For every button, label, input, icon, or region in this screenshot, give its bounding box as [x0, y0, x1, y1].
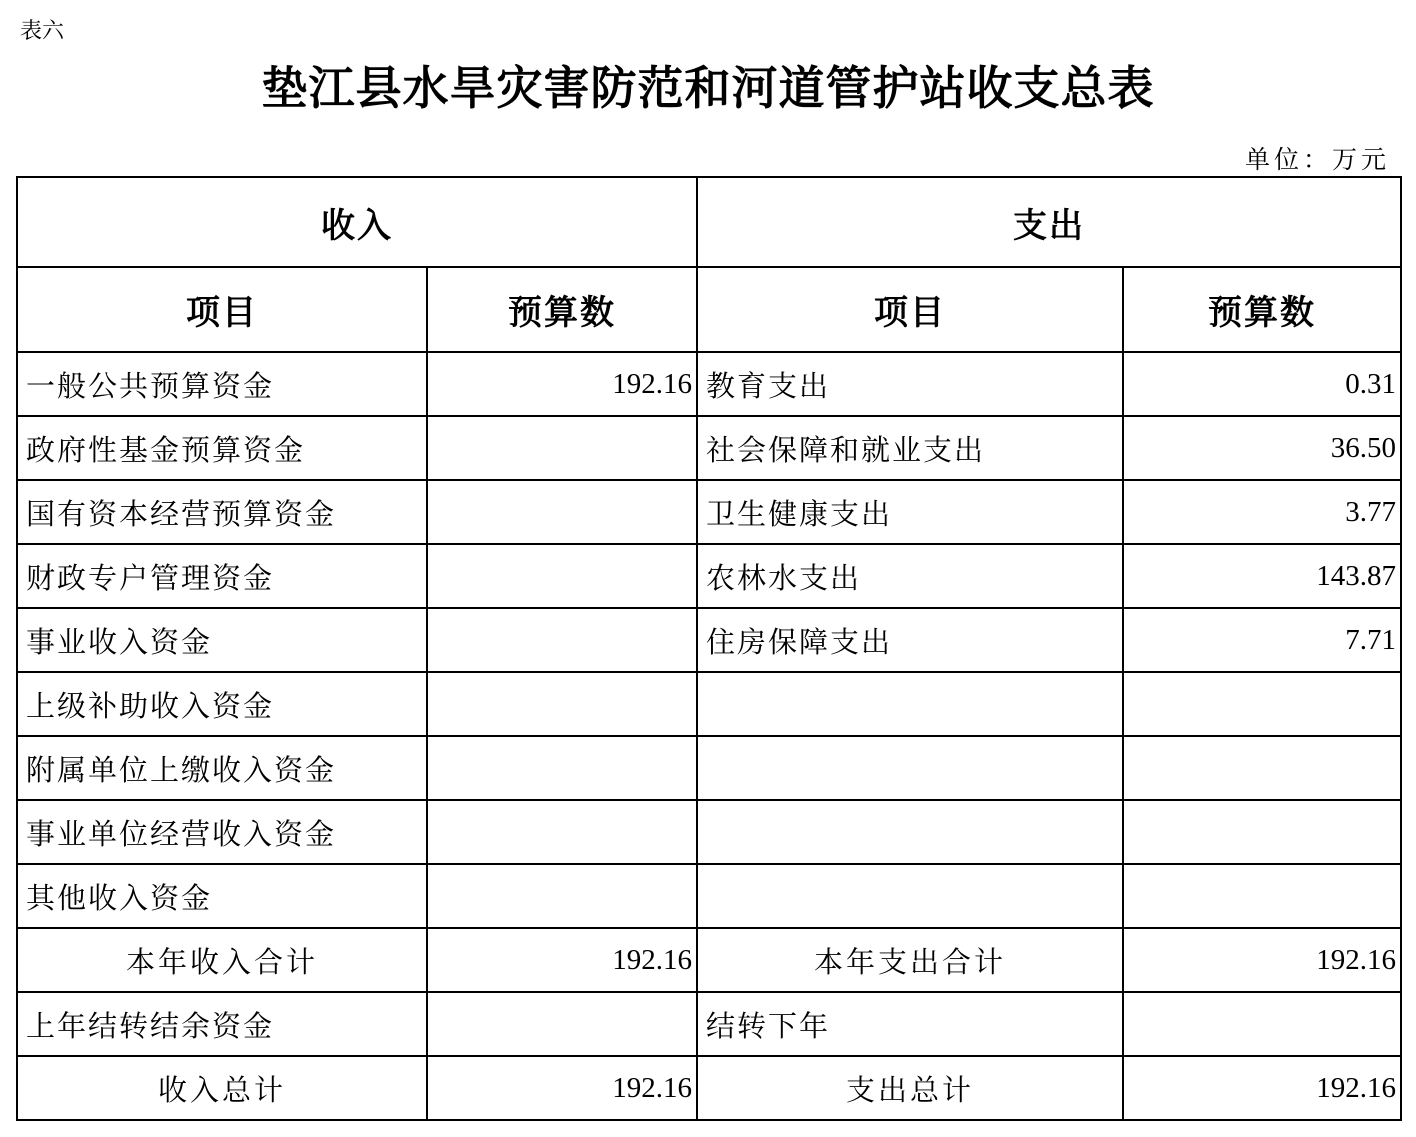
income-subtotal-label: 本年收入合计 — [17, 928, 427, 992]
expense-value — [1123, 736, 1401, 800]
income-total-label: 收入总计 — [17, 1056, 427, 1120]
table-row — [17, 864, 1401, 928]
expense-value: 3.77 — [1123, 480, 1401, 544]
income-item: 附属单位上缴收入资金 — [17, 736, 427, 800]
expense-item — [697, 864, 1123, 928]
table-row — [17, 544, 1401, 608]
income-value — [427, 736, 697, 800]
income-value — [427, 864, 697, 928]
expense-item — [697, 672, 1123, 736]
expense-item: 社会保障和就业支出 — [697, 416, 1123, 480]
expense-subtotal-label: 本年支出合计 — [697, 928, 1123, 992]
income-item: 一般公共预算资金 — [17, 352, 427, 416]
section-header-row — [17, 177, 1401, 267]
expense-subtotal-value: 192.16 — [1123, 928, 1401, 992]
table-row — [17, 672, 1401, 736]
income-value — [427, 672, 697, 736]
expense-value — [1123, 672, 1401, 736]
income-value — [427, 416, 697, 480]
table-number: 表六 — [20, 19, 65, 44]
carryover-row — [17, 992, 1401, 1056]
table-row — [17, 352, 1401, 416]
income-value — [427, 480, 697, 544]
budget-table — [16, 176, 1402, 1121]
income-item: 政府性基金预算资金 — [17, 416, 427, 480]
income-item: 财政专户管理资金 — [17, 544, 427, 608]
income-budget-header: 预算数 — [427, 267, 697, 352]
expense-item: 卫生健康支出 — [697, 480, 1123, 544]
expense-carryover-label: 结转下年 — [697, 992, 1123, 1056]
unit-label: 单位：万元 — [1244, 145, 1390, 174]
table-row — [17, 800, 1401, 864]
expense-item: 教育支出 — [697, 352, 1123, 416]
expense-item: 农林水支出 — [697, 544, 1123, 608]
expense-total-value: 192.16 — [1123, 1056, 1401, 1120]
expense-total-label: 支出总计 — [697, 1056, 1123, 1120]
income-value: 192.16 — [427, 352, 697, 416]
page-title: 垫江县水旱灾害防范和河道管护站收支总表 — [261, 61, 1155, 115]
table-row — [17, 416, 1401, 480]
expense-item — [697, 736, 1123, 800]
expense-value: 36.50 — [1123, 416, 1401, 480]
expense-value — [1123, 800, 1401, 864]
income-total-value: 192.16 — [427, 1056, 697, 1120]
table-row — [17, 608, 1401, 672]
income-item: 上级补助收入资金 — [17, 672, 427, 736]
income-value — [427, 608, 697, 672]
column-header-row — [17, 267, 1401, 352]
income-value — [427, 544, 697, 608]
table-row — [17, 736, 1401, 800]
income-item-header: 项目 — [17, 267, 427, 352]
income-carryover-value — [427, 992, 697, 1056]
expense-item — [697, 800, 1123, 864]
income-carryover-label: 上年结转结余资金 — [17, 992, 427, 1056]
income-item: 事业单位经营收入资金 — [17, 800, 427, 864]
expense-value: 0.31 — [1123, 352, 1401, 416]
expense-item: 住房保障支出 — [697, 608, 1123, 672]
expense-item-header: 项目 — [697, 267, 1123, 352]
expense-section-header: 支出 — [697, 177, 1401, 267]
expense-value — [1123, 864, 1401, 928]
income-item: 事业收入资金 — [17, 608, 427, 672]
income-subtotal-value: 192.16 — [427, 928, 697, 992]
expense-value: 7.71 — [1123, 608, 1401, 672]
income-value — [427, 800, 697, 864]
income-section-header: 收入 — [17, 177, 697, 267]
total-row — [17, 1056, 1401, 1120]
expense-carryover-value — [1123, 992, 1401, 1056]
income-item: 其他收入资金 — [17, 864, 427, 928]
expense-budget-header: 预算数 — [1123, 267, 1401, 352]
table-row — [17, 480, 1401, 544]
expense-value: 143.87 — [1123, 544, 1401, 608]
income-item: 国有资本经营预算资金 — [17, 480, 427, 544]
subtotal-row — [17, 928, 1401, 992]
